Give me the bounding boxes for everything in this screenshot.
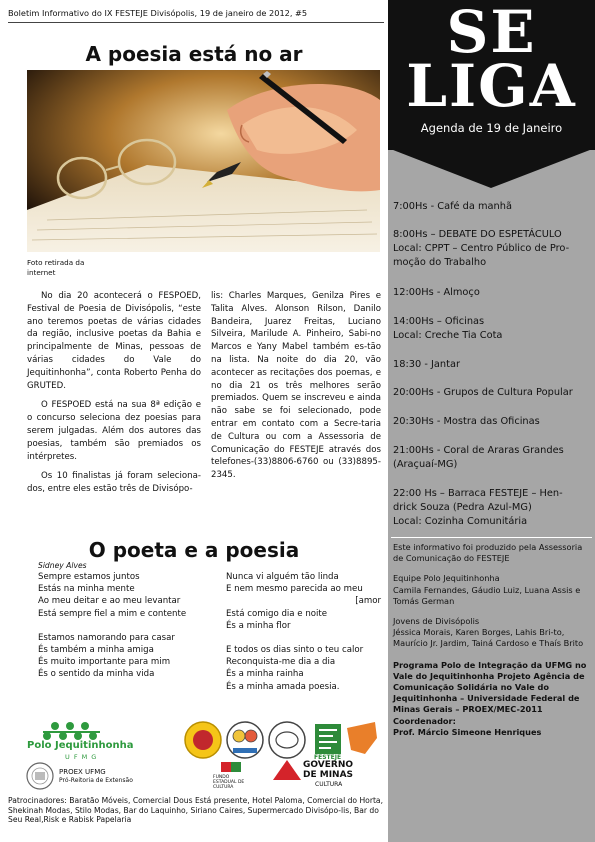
masthead [388,0,595,150]
sidebar [388,0,595,842]
poem-column-2 [226,571,381,693]
jovens-members: Jéssica Morais, Karen Borges, Lahis Bri-to, Maurício Jr. Jardim, Tainá Cardoso e Thaís Brito [393,627,584,649]
masthead-title-line-1: SE [446,0,537,66]
article-photo [27,70,380,252]
paragraph: Os 10 finalistas já foram seleciona-dos, entre eles estão três de Divisópo- [27,471,201,495]
poem-line: Estamos namorando para casar [38,632,175,643]
poem-column-1 [38,560,208,681]
fundo-estadual-logo [221,762,241,772]
schedule-item: 12:00Hs - Almoço [393,287,480,298]
poem-line: És também a minha amiga [38,645,154,656]
masthead-title-line-2: LIGA [406,52,577,120]
poem-line: És o sentido da minha vida [38,669,155,680]
governo-label-2: DE MINAS [303,770,354,780]
schedule-item: 20:00Hs - Grupos de Cultura Popular [393,387,573,398]
poem-line: Sempre estamos juntos [38,572,140,582]
article-column-2 [211,290,381,482]
schedule-item: 22:00 Hs – Barraca FESTEJE – Hen- drick Souza (Pedra Azul-MG) Local: Cozinha Comunitária [393,488,563,527]
newsletter-header: Boletim Informativo do IX FESTEJE Divisópolis, 19 de janeiro de 2012, #5 [8,8,308,18]
poem-line: Estás na minha mente [38,584,135,595]
fundo-label: FUNDO ESTADUAL DE CULTURA [213,775,245,790]
poem-line: Ao meu deitar e ao meu levantar [38,596,181,607]
polo-jequitinhonha-logo [43,722,100,740]
programa-text: Programa Polo de Integração da UFMG no Vale do Jequitinhonha Projeto Agência de Comunicação Solidária no Vale do Jequitinhonha – Universidade Federal de Minas Gerais – PROEX/MEC-2011 [393,659,587,715]
sponsor-logos [25,720,380,790]
paragraph: No dia 20 acontecerá o FESPOED, Festival de Poesia de Divisópolis, “este ano teremos poetas de várias cidades da região, inclusive poetas da Bahia e principalmente de Minas, pessoas de várias cidades do Vale do Jequitinhonha”, conta Roberto Penha do GRUTED. [27,291,201,391]
coordenador-label: Coordenador: [393,715,456,726]
schedule-item: 20:30Hs - Mostra das Oficinas [393,416,540,427]
pen-writing-photo [27,70,380,252]
festeje-label: FESTEJE [314,754,342,761]
schedule-item: 21:00Hs - Coral de Araras Grandes (Araçuaí-MG) [393,445,564,470]
credits [393,542,590,738]
sponsors-text: Patrocinadores: Baratão Móveis, Comercial Dous Está presente, Hotel Paloma, Comercial do Horta, Shekinah Modas, Stilo Modas, Bar do Laquinho, Siriano Caires, Supermercado Divisópo-lis, Bar do Seu Real,Risk e Rabisk Papelaria [8,796,383,825]
poem-line: És muito importante para mim [38,657,171,668]
partner-badge-3 [269,722,305,758]
equipe-members: Camila Fernandes, Gáudio Luiz, Luana Assis e Tomás German [393,584,581,606]
agenda-title: Agenda de 19 de Janeiro [420,121,563,135]
schedule-item: 7:00Hs - Café da manhã [393,201,512,212]
equipe-title: Equipe Polo Jequitinhonha [393,573,500,584]
schedule-item: 14:00Hs – Oficinas Local: Creche Tia Cota [393,316,503,341]
poem-line: E nem mesmo parecida ao meu [226,584,363,595]
poem-line: [amor [355,596,381,607]
partner-badge-2 [227,722,263,758]
poem-line: Está sempre fiel a mim e contente [38,608,187,619]
poem-line: És a minha amada poesia. [226,681,340,692]
header-divider [8,22,384,23]
festeje-logo [315,724,341,754]
poem-line: És a minha flor [226,620,291,631]
poem-line: E todos os dias sinto o teu calor [226,645,364,656]
proex-label: PROEX UFMG [59,768,106,776]
paragraph: O FESPOED está na sua 8ª edição e o concurso seleciona dez poesias para serem julgadas. Além dos autores das poesias, também são premiados os intérpretes. [27,400,201,462]
article-title: A poesia está no ar [85,42,303,66]
credits-intro: Este informativo foi produzido pela Assessoria de Comunicação do FESTEJE [393,542,583,564]
poem-line: Reconquista-me dia a dia [226,657,336,668]
poem-line: És a minha rainha [226,669,304,680]
governo-minas-logo [273,760,301,780]
schedule-item: 8:00Hs – DEBATE DO ESPETÁCULO Local: CPPT – Centro Público de Pro- moção do Trabalho [393,229,570,268]
poem-line: Está comigo dia e noite [226,608,328,619]
article-column-1 [27,290,201,503]
sidebar-divider [391,537,592,538]
ufmg-label: U F M G [65,753,98,761]
jovens-title: Jovens de Divisópolis [393,616,480,627]
partner-badge-1 [185,722,221,758]
schedule-item: 18:30 - Jantar [393,359,460,370]
poem-title: O poeta e a poesia [88,538,300,562]
proex-sub-label: Pró-Reitoria de Extensão [59,777,133,784]
masthead-arrow [388,148,595,188]
paragraph: lis: Charles Marques, Genilza Pires e Talita Alves. Alonson Rilson, Danilo Bandeira, Juarez Freitas, Luciano Silveira, Marilude A. Pinheiro, Sabi-no Marcos e Yany Mabel também es-tão na lista. Na noite do dia 20, vão acontecer as recitações dos poemas, e no dia 21 os três melhores serão premiados. Quem se inscreveu e ainda não sabe se foi selecionado, pode entrar em contato com a Secre-taria de Cultura ou com a Assessoria de Comunicação do FESTEJE através dos telefones-(33)8806-6760 ou (33)8895-2345. [211,291,381,481]
governo-label-1: GOVERNO [303,760,354,770]
poem-author: Sidney Alves [38,561,87,570]
photo-caption: Foto retirada da internet [27,258,85,277]
cultura-label: CULTURA [315,781,343,788]
polo-label: Polo Jequitinhonha [27,740,134,751]
poem-line: Nunca vi alguém tão linda [226,572,339,582]
proex-seal-icon [27,763,53,789]
map-logo-icon [347,722,377,754]
coordenador-name: Prof. Márcio Simeone Henriques [393,726,542,737]
